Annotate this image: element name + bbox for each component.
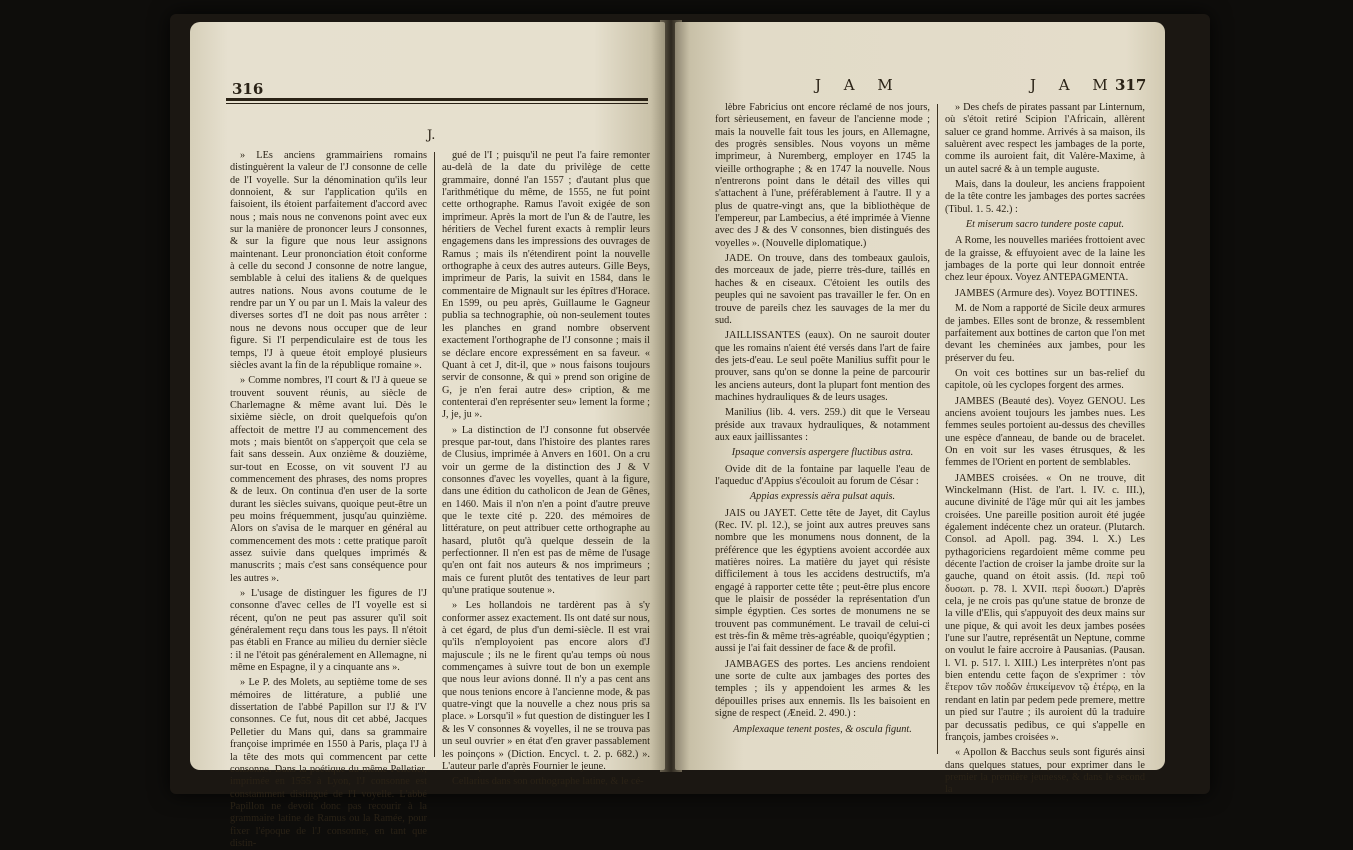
paragraph: » LEs anciens grammairiens romains distinguèrent la valeur de l'J consonne de celle de l'I voyelle. Sur la dénomination qu'ils leur donnoient, & sur l'application qu'ils en faisoient, ils étoient parfaitement d'accord avec nous ; mais nous ne convenons point avec eux sur la manière de prononcer leurs J consonnes, & sur la figure que nous leur assignons maintenant. Leur prononciation étoit conforme à celle du second J consonne de notre langue, semblable à celui des italiens & de quelques autres nations. Nous avons coutume de le rendre par un Y ou par un I. Mais la valeur des diverses sortes d'I ne doit pas nous arrêter : nous ne devons nous occuper que de leur figure. Si l'I perpendiculaire est de tous les temps, l'J à queue étoit employé plusieurs siècles avant la fin de la république romaine ». bbox=[230, 150, 427, 371]
left-column-2 bbox=[442, 150, 650, 788]
column-divider bbox=[434, 152, 435, 757]
right-page bbox=[675, 22, 1165, 796]
paragraph: » L'usage de distinguer les figures de l'J consonne d'avec celles de l'I voyelle est si récent, qu'on ne peut pas assurer qu'il soit généralement reçu dans tous les pays. Il n'étoit pas établi en France au milieu du dernier siècle : il ne l'étoit pas généralement en Allemagne, ni même en Espagne, il y a cinquante ans ». bbox=[230, 588, 427, 674]
paragraph: JADE. On trouve, dans des tombeaux gaulois, des morceaux de jade, pierre très-dure, taillés en haches & en ciseaux. C'étoient les outils des peuples qui ne savoient pas travailler le fer. On en trouve de pareils chez les sauvages de la mer du sud. bbox=[715, 253, 930, 326]
paragraph: Appias expressis aëra pulsat aquis. bbox=[749, 491, 896, 503]
paragraph: Cellarius dans son orthographe latine, & le cé- bbox=[452, 776, 644, 788]
paragraph: JAMBES (Armure des). Voyez BOTTINES. bbox=[955, 287, 1138, 299]
right-column-1 bbox=[715, 102, 930, 758]
paragraph: gué de l'I ; puisqu'il ne peut l'a faire remonter au-delà de la date du privilège de cette grammaire, donné l'an 1557 ; d'autant plus que l'arithmétique du même, de 1555, ne fut point cette orthographe. Ramus l'avoit exigée de son imprimeur. Après la mort de l'un & de l'autre, les héritiers de Vechel furent exacts à remplir leurs engagemens dans les impressions des ouvrages de Ramus ; mais ils n'étendirent point la nouvelle orthographe à ceux des autres auteurs. Gille Beys, imprimeur de Paris, la suivit en 1584, dans le commentaire de Mignault sur les épîtres d'Horace. En 1599, ou peu après, Guillaume le Gagneur publia sa technographie, où non-seulement toutes les planches en grand nombre observent exactement l'orthographe de l'J consonne ; mais il se déclare encore expressément en sa faveur. « Quant à cet J, dit-il, que » nous faisons toujours servir de consonne, & qui » prend son origine de G, je n'en ferai autre des» cription, & me contenterai d'en représenter seu» lement la forme ; J, je, ju ». bbox=[442, 150, 650, 421]
paragraph: JAMBES (Beauté des). Voyez GENOU. Les anciens avoient toujours les jambes nues. Les femmes seules portoient au-dessus des chevilles une espèce d'anneau, de bande ou de bracelet. On en voit sur les vases étrusques, & les femmes de l'Orient en portent de semblables. bbox=[945, 395, 1145, 469]
paragraph: On voit ces bottines sur un bas-relief du capitole, où les cyclopes forgent des armes. bbox=[945, 367, 1145, 392]
paragraph: JAIS ou JAYET. Cette tête de Jayet, dit Caylus (Rec. IV. pl. 12.), se joint aux autres preuves sans nombre que les monumens nous donnent, de la préférence que les égyptiens avoient accordée aux matières noires. La matière du jayet qui résiste difficilement à tous les accidens destructifs, m'a engagé à rapporter cette tête ; peut-être plus encore que le plaisir de posséder la représentation d'un simple égyptien. Ces sortes de monumens ne se trouvent pas communément. Le travail de celui-ci est très-fin & même très-agréable, quoiqu'égyptien ; aussi je l'ai fait dessiner de face & de profil. bbox=[715, 507, 930, 655]
paragraph: » Comme nombres, l'I court & l'J à queue se trouvent souvent réunis, au siècle de Charlemagne & même avant lui. Dès le sixième siècle, on droit quelquefois qu'on affectoit de mettre l'J au commencement des mots ; mais bientôt on s'apperçoit que cela se fait sans dessein. Aux onzième & douzième, sur-tout en Ecosse, on vit souvent l'J au commencement des phrases, des noms propres & de leux. On continua d'en user de la sorte durant les siècles suivans, quoique peut-être un peu moins fréquemment, jusqu'au quinzième. Alors on s'avisa de le marquer en général au commencement des mots : cette pratique paroît assez suivie dans quelques imprimés & manuscrits ; mais c'est sans conséquence pour les autres ». bbox=[230, 375, 427, 584]
left-page-number: 316 bbox=[232, 80, 264, 98]
running-head-right: J A M bbox=[1030, 76, 1117, 94]
paragraph: JAILLISSANTES (eaux). On ne sauroit douter que les romains n'aient été versés dans l'art de faire des jets-d'eau. Le seul poëte Manilius suffit pour le prouver, sans qu'on se donne la peine de parcourir les anciens auteurs, dont la plupart font mention des machines hydrauliques & de leurs usages. bbox=[715, 330, 930, 403]
section-letter: J. bbox=[427, 128, 436, 143]
paragraph: Ovide dit de la fontaine par laquelle l'eau de l'aqueduc d'Appius s'écouloit au forum de César : bbox=[715, 463, 930, 487]
paragraph: » La distinction de l'J consonne fut observée presque par-tout, dans l'histoire des plantes rares de Clusius, imprimée à Anvers en 1601. On a cru voir un germe de la distinction des J & V consonnes d'avec les voyelles, quant à la figure, dans une édition du catholicon de Jean de Gênes, en 1460. Mais il n'on n'en a point d'autre preuve que le texte cité p. 220. des mémoires de littérature, on peut attribuer cette orthographe au hasard, plutôt qu'à quelque dessein de la perfectionner. Il n'en est pas de même de l'usage qu'en ont fait nos auteurs & nos imprimeurs ; mais ce furent plutôt des tentatives de leur part qu'une pratique soutenue ». bbox=[442, 424, 650, 597]
paragraph: M. de Nom a rapporté de Sicile deux armures de jambes. Elles sont de bronze, & ressemblent parfaitement aux bottines de carton que l'on met devant les cheminées aux jambes, pour les préserver du feu. bbox=[945, 303, 1145, 364]
paragraph: JAMBAGES des portes. Les anciens rendoient une sorte de culte aux jambages des portes des temples ; ils y appendoient les armes & les dépouilles prises aux ennemis. Ils les baisoient en signe de respect (Æneid. 2. 490.) : bbox=[715, 658, 930, 720]
paragraph: Amplexaque tenent postes, & oscula figunt. bbox=[733, 723, 912, 735]
paragraph: « Apollon & Bacchus seuls sont figurés ainsi dans quelques statues, pour exprimer dans le premier la première jeunesse, & dans le second la bbox=[945, 747, 1145, 796]
paragraph: JAMBES croisées. « On ne trouve, dit Winckelmann (Hist. de l'art. l. IV. c. III.), aucune divinité de l'âge mûr qui ait les jambes croisées. Une pareille position auroit été jugée également indécente chez un orateur. (Plutarch. Consol. ad Apoll. pag. 394. l. X.) Les pythagoriciens regardoient même comme peu décente l'action de croiser la jambe droite sur la gauche, quand on étoit assis. (Id. περὶ τοῦ δυσωπ. p. 78. l. XVII. περὶ δυσωπ.) D'après cela, je ne crois pas qu'une statue de bronze de la ville d'Elis, qui s'appuyoit des deux mains sur une pique, & qui avoit les deux jambes posées l'une sur l'autre, représentât un Neptune, comme on voulut le faire accroire à Pausanias. (Pausan. l. VI. p. 517. l. XIII.) Les interprètes n'ont pas bien entendu cette façon de s'exprimer : τὸν ἕτερον τῶν ποδῶν ἐπικείμενον τῷ ἑτέρῳ, en la rendant en latin par pedem pede premere, mettre un pied sur l'autre ; ils auroient dû la traduire par decussatis pedibus, ce qui s'appelle en françois, jambes croisées ». bbox=[945, 472, 1145, 743]
right-column-2 bbox=[945, 102, 1145, 796]
right-page-number: 317 bbox=[1115, 76, 1147, 94]
paragraph: lèbre Fabricius ont encore réclamé de nos jours, fort sèrieusement, en faveur de l'ancienne mode ; mais la nouvelle fait tous les jours, en Allemagne, des progrès sensibles. Nous voyons un même imprimeur, à Nuremberg, employer en 1745 la vieille orthographe ; & en 1747 la nouvelle. Nous n'entrerons point dans le détail des villes qui s'attachent à l'une, préférablement à l'autre. Il y a plus de quatre-vingt ans, que la bibliothèque de l'empereur, par Lambecius, a été imprimée à Vienne avec des J & des V consonnes, bien distingués des voyelles ». (Nouvelle diplomatique.) bbox=[715, 102, 930, 249]
paragraph: » Le P. des Molets, au septième tome de ses mémoires de littérature, a publié une dissertation de l'abbé Papillon sur l'J & l'V consonnes. Ce fut, nous dit cet abbé, Jacques Pelletier du Mans qui, dans sa grammaire françoise imprimée en 1550 à Paris, plaça l'J à la tête des mots qui commencent par cette consonne. Dans la poétique du même Pelletier, imprimée en 1555 à Lyon, l'J consonne est constamment distingué de l'I voyelle. L'abbé Papillon ne devoit donc pas recourir à la grammaire latine de Ramus ou la Ramée, pour fixer l'époque de l'J consonne, en tant que distin- bbox=[230, 677, 427, 849]
left-column-1 bbox=[230, 150, 427, 849]
paragraph: Manilius (lib. 4. vers. 259.) dit que le Verseau préside aux travaux hydrauliques, & notamment aux eaux jaillissantes : bbox=[715, 407, 930, 443]
paragraph: » Les hollandois ne tardèrent pas à s'y conformer assez exactement. Ils ont daté sur nous, à cet égard, de plus d'un demi-siècle. Il est vrai qu'ils n'employoient pas encore alors d'J majuscule ; ils ne le firent qu'au temps où nous commençames à suivre tout de bon un exemple que nous leur avions donné. Il n'y a pas cent ans que nous tenions encore à l'ancienne mode, & pas quatre-vingt que la nouvelle a chez nous pris sa place. » Lorsqu'il » fut question de distinguer les I & les V consonnes & voyelles, il ne se trouva pas un seul ouvrier » en état d'en graver passablement les poinçons » (Diction. Encycl. t. 2. p. 682.) ». L'auteur parle d'après Fournier le jeune. bbox=[442, 600, 650, 772]
paragraph: A Rome, les nouvelles mariées frottoient avec de la graisse, & effuyoient avec de la laine les jambages de la porte qui leur donnoit entrée chez leur époux. Voyez ANTEPAGMENTA. bbox=[945, 235, 1145, 284]
left-page bbox=[190, 22, 665, 849]
header-rule-thin bbox=[226, 103, 648, 104]
paragraph: » Des chefs de pirates passant par Linternum, où s'étoit retiré Scipion l'Africain, allèrent saluer ce grand homme. Arrivés à sa maison, ils saluèrent avec respect les jambages de la porte, comme ils auroient fait, dit Valère-Maxime, à un autel sacré & à un temple auguste. bbox=[945, 102, 1145, 175]
paragraph: Mais, dans la douleur, les anciens frappoient de la tête contre les jambages des portes sacrées (Tibul. 1. 5. 42.) : bbox=[945, 179, 1145, 215]
running-head-left: J A M bbox=[815, 76, 902, 94]
paragraph: Ipsaque conversis aspergere fluctibus astra. bbox=[731, 447, 914, 459]
header-rule bbox=[226, 98, 648, 101]
paragraph: Et miserum sacro tundere poste caput. bbox=[965, 219, 1125, 231]
column-divider bbox=[937, 104, 938, 754]
